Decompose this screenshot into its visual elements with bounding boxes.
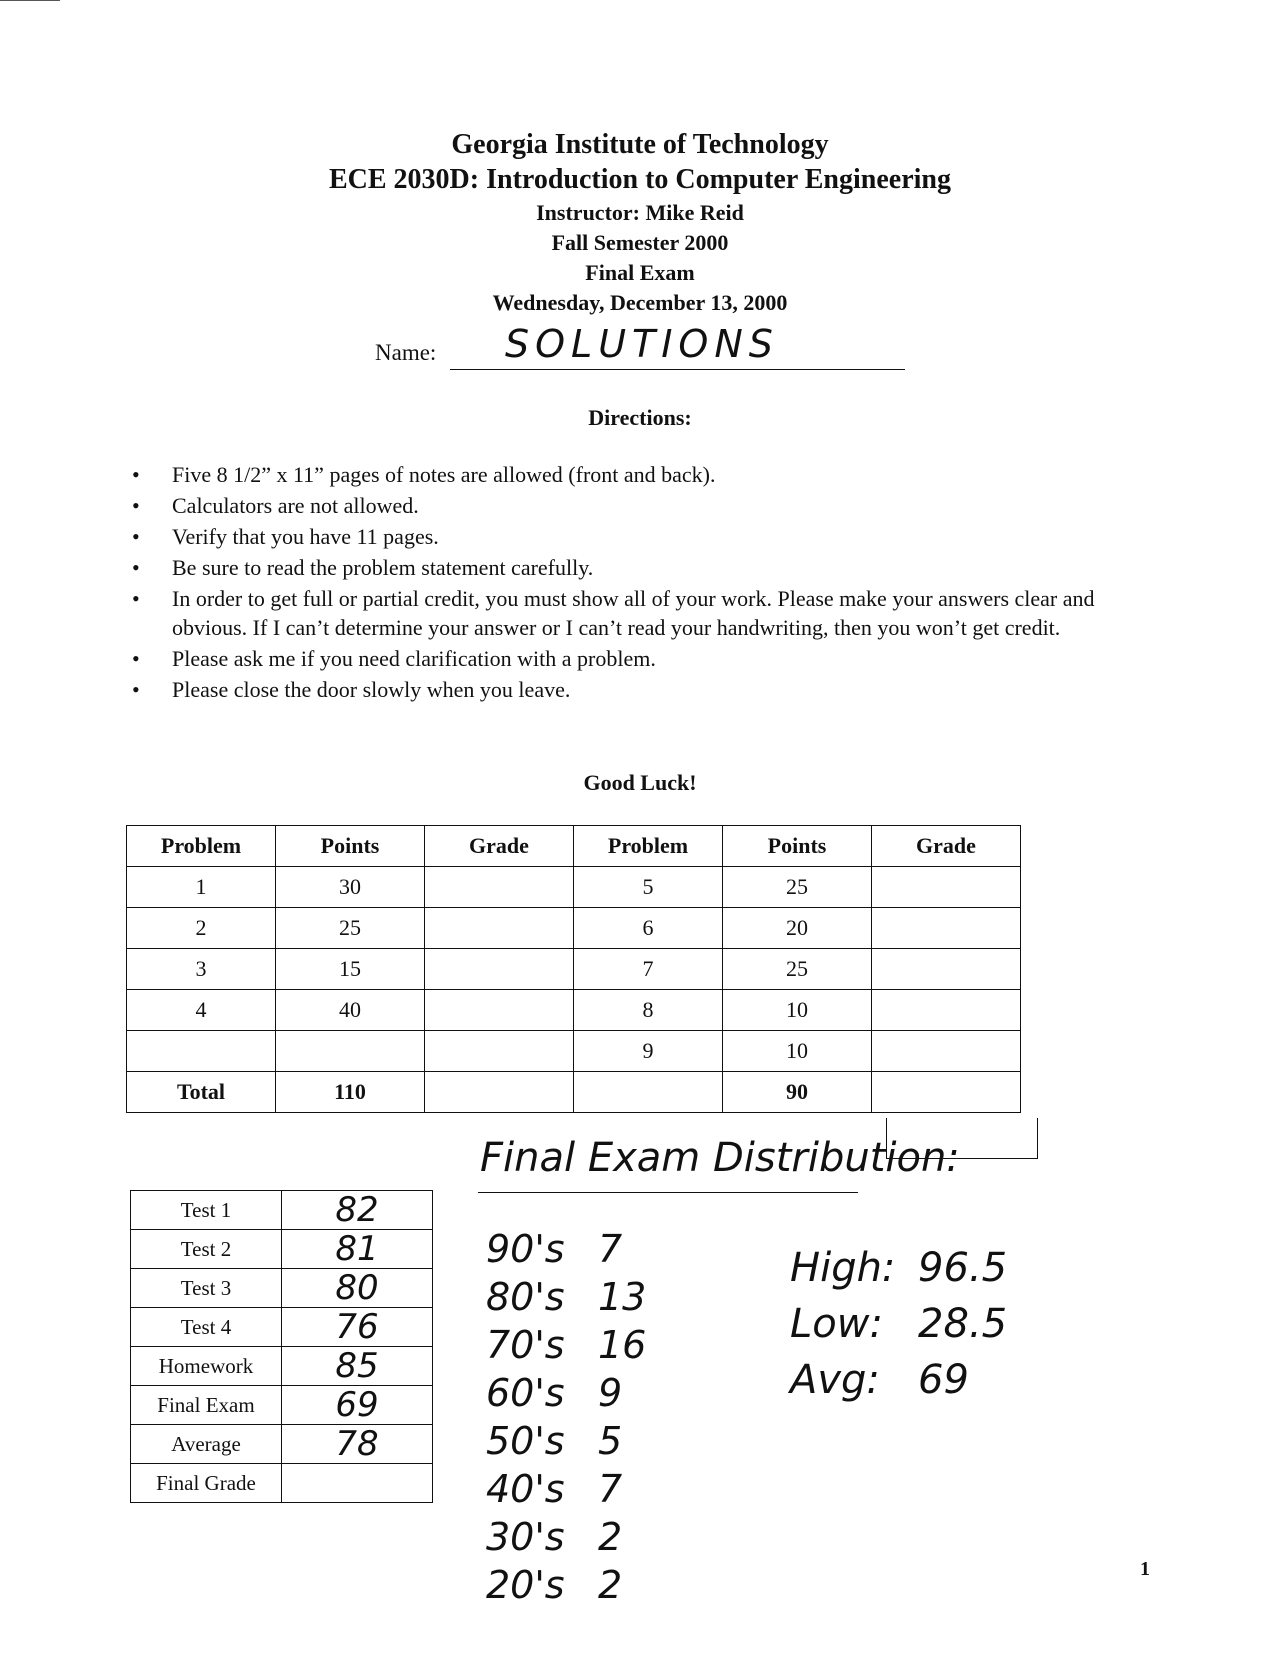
list-item: 70's 16	[486, 1323, 647, 1367]
table-row	[131, 1308, 433, 1347]
table-row	[131, 1191, 433, 1230]
grade-table-header	[127, 826, 1021, 867]
table-cell: 3	[127, 949, 276, 990]
table-cell: 110	[276, 1072, 425, 1113]
bullet-icon: •	[132, 646, 140, 671]
list-item: 90's 7	[486, 1227, 623, 1271]
table-cell: 20	[723, 908, 872, 949]
table-row	[131, 1269, 433, 1308]
total-row	[127, 1072, 1021, 1113]
table-row	[127, 867, 1021, 908]
summary-label: Final Exam	[131, 1386, 282, 1425]
summary-value: 81	[282, 1230, 433, 1269]
table-cell	[872, 908, 1021, 949]
stat-high: High: 96.5	[790, 1245, 1008, 1291]
summary-label: Test 3	[131, 1269, 282, 1308]
table-cell	[276, 1031, 425, 1072]
summary-label: Final Grade	[131, 1464, 282, 1503]
list-item: 30's 2	[486, 1515, 623, 1559]
summary-value: 78	[282, 1425, 433, 1464]
table-cell	[425, 908, 574, 949]
table-cell: 8	[574, 990, 723, 1031]
table-cell: 90	[723, 1072, 872, 1113]
direction-item: • In order to get full or partial credit, you must show all of your work. Please make your answers clear and obvious. If I can’t determine your answer or I can’t read your handwriting, then you won’t get credit.	[132, 586, 1095, 640]
table-row	[131, 1347, 433, 1386]
course-title: ECE 2030D: Introduction to Computer Engineering	[328, 164, 951, 195]
table-cell	[872, 949, 1021, 990]
summary-value: 82	[282, 1191, 433, 1230]
table-row	[131, 1230, 433, 1269]
table-cell: 10	[723, 990, 872, 1031]
direction-item: • Please ask me if you need clarification with a problem.	[132, 646, 656, 671]
table-cell: 7	[574, 949, 723, 990]
summary-label: Test 1	[131, 1191, 282, 1230]
name-label: Name:	[375, 340, 437, 365]
table-cell: 25	[276, 908, 425, 949]
summary-label: Homework	[131, 1347, 282, 1386]
instructor-line: Instructor: Mike Reid	[536, 200, 744, 225]
table-row	[127, 1031, 1021, 1072]
bullet-icon: •	[132, 493, 140, 518]
table-cell: 2	[127, 908, 276, 949]
col-header: Points	[723, 826, 872, 867]
bullet-icon: •	[132, 677, 140, 702]
score-stats	[790, 1240, 1007, 1408]
table-cell: 5	[574, 867, 723, 908]
col-header: Grade	[872, 826, 1021, 867]
exam-title: Final Exam	[585, 260, 695, 285]
name-value: SOLUTIONS	[505, 322, 779, 366]
table-cell: 25	[723, 867, 872, 908]
summary-value: 85	[282, 1347, 433, 1386]
summary-value: 69	[282, 1386, 433, 1425]
stat-avg: Avg: 69	[790, 1357, 969, 1403]
bullet-icon: •	[132, 555, 140, 580]
table-cell	[425, 1031, 574, 1072]
summary-label: Test 2	[131, 1230, 282, 1269]
table-row	[131, 1425, 433, 1464]
summary-label: Test 4	[131, 1308, 282, 1347]
summary-label: Average	[131, 1425, 282, 1464]
distribution-list	[486, 1225, 646, 1609]
scan-edge-mark	[0, 0, 60, 1]
direction-item: • Be sure to read the problem statement carefully.	[132, 555, 594, 580]
list-item: 50's 5	[486, 1419, 623, 1463]
table-row	[127, 949, 1021, 990]
list-item: 80's 13	[486, 1275, 647, 1319]
direction-item: • Verify that you have 11 pages.	[132, 524, 439, 549]
table-cell: 6	[574, 908, 723, 949]
distribution-title: Final Exam Distribution:	[480, 1135, 960, 1181]
table-cell: 1	[127, 867, 276, 908]
table-cell	[872, 867, 1021, 908]
table-cell: Total	[127, 1072, 276, 1113]
summary-value: 76	[282, 1308, 433, 1347]
summary-value	[282, 1464, 433, 1503]
exam-header	[0, 128, 1280, 318]
col-header: Problem	[127, 826, 276, 867]
table-cell: 25	[723, 949, 872, 990]
table-cell	[425, 1072, 574, 1113]
col-header: Problem	[574, 826, 723, 867]
institution-name: Georgia Institute of Technology	[451, 129, 829, 160]
table-cell: 10	[723, 1031, 872, 1072]
list-item: 60's 9	[486, 1371, 623, 1415]
bullet-icon: •	[132, 462, 140, 487]
bullet-icon: •	[132, 524, 140, 549]
table-row	[127, 990, 1021, 1031]
table-cell	[425, 949, 574, 990]
table-row	[131, 1386, 433, 1425]
table-cell	[872, 1072, 1021, 1113]
page-number: 1	[1140, 1558, 1150, 1580]
direction-item: • Five 8 1/2” x 11” pages of notes are allowed (front and back).	[132, 462, 716, 487]
list-item: 40's 7	[486, 1467, 623, 1511]
summary-value: 80	[282, 1269, 433, 1308]
col-header: Grade	[425, 826, 574, 867]
direction-item: • Please close the door slowly when you leave.	[132, 677, 571, 702]
table-cell	[127, 1031, 276, 1072]
distribution-underline	[478, 1192, 858, 1193]
table-cell	[872, 990, 1021, 1031]
table-cell: 30	[276, 867, 425, 908]
semester-line: Fall Semester 2000	[551, 230, 729, 255]
col-header: Points	[276, 826, 425, 867]
name-field	[375, 322, 905, 372]
name-underline	[450, 369, 905, 370]
summary-table	[130, 1190, 433, 1503]
table-cell: 15	[276, 949, 425, 990]
directions-list	[132, 460, 1142, 706]
table-cell: 4	[127, 990, 276, 1031]
exam-date: Wednesday, December 13, 2000	[492, 290, 788, 315]
direction-item: • Calculators are not allowed.	[132, 493, 419, 518]
table-cell	[574, 1072, 723, 1113]
table-cell: 9	[574, 1031, 723, 1072]
good-luck-text: Good Luck!	[583, 770, 697, 795]
table-cell	[872, 1031, 1021, 1072]
table-cell	[425, 867, 574, 908]
bullet-icon: •	[132, 586, 140, 611]
table-cell	[425, 990, 574, 1031]
grade-table	[126, 825, 1021, 1113]
directions-title: Directions:	[588, 405, 692, 430]
list-item: 20's 2	[486, 1563, 623, 1607]
table-cell: 40	[276, 990, 425, 1031]
table-row	[131, 1464, 433, 1503]
stat-low: Low: 28.5	[790, 1301, 1008, 1347]
table-row	[127, 908, 1021, 949]
